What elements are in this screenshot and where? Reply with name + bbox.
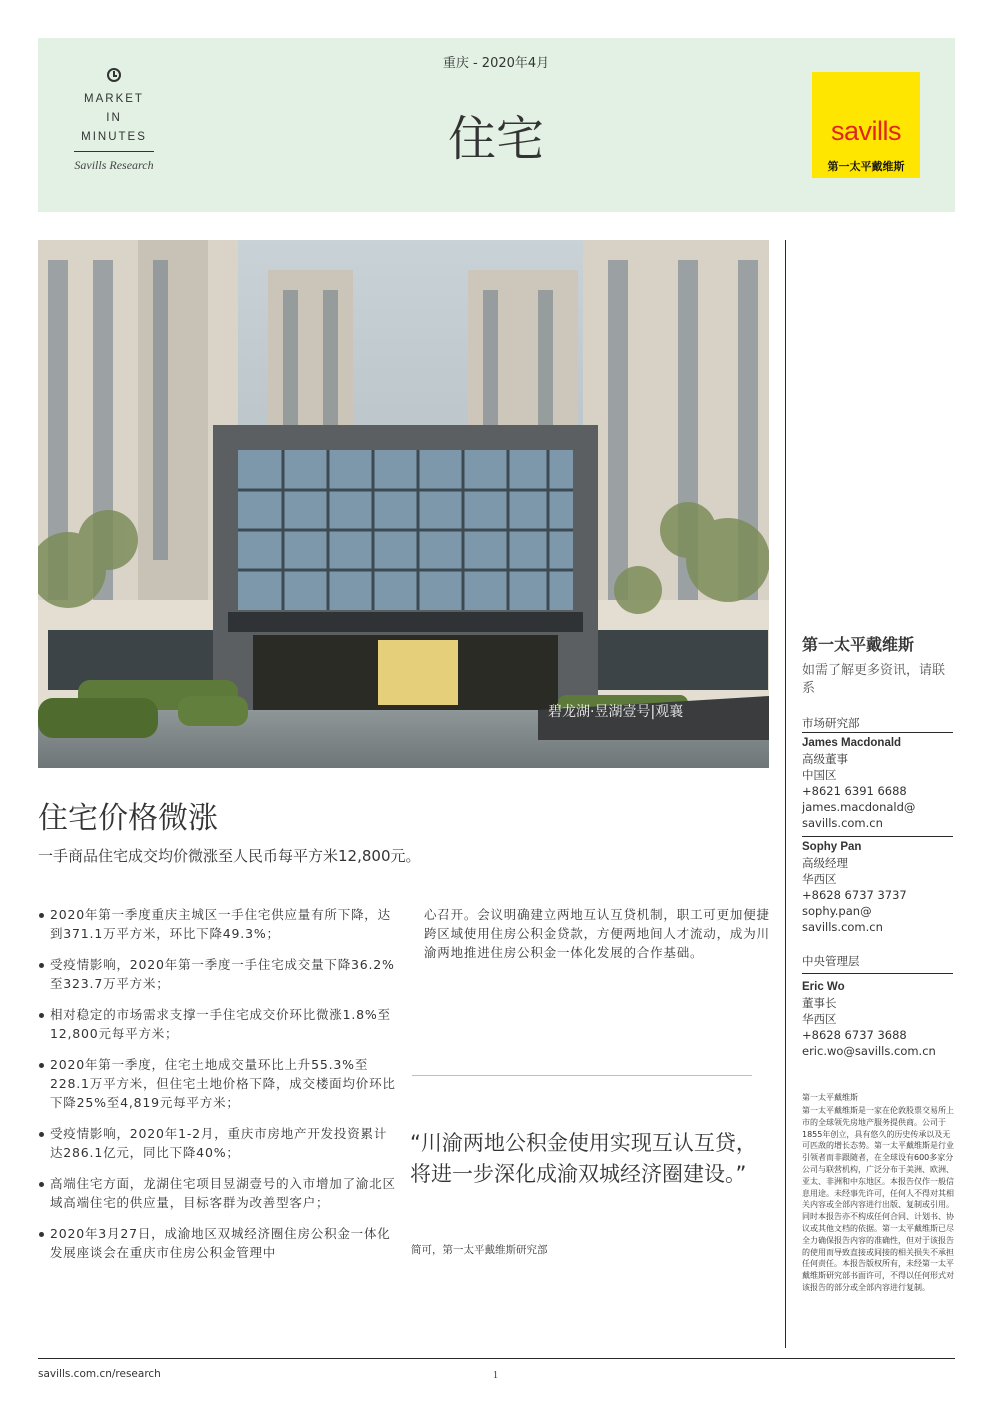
headline: 住宅价格微涨: [38, 801, 218, 836]
disclaimer-title: 第一太平戴维斯: [802, 1093, 858, 1102]
city-date: 重庆 - 2020年4月: [442, 56, 550, 71]
logo-wordmark: savills: [830, 116, 901, 146]
list-item: 2020年第一季度重庆主城区一手住宅供应量有所下降，达到371.1万平方米，环比下降49.3%；: [38, 905, 396, 943]
building-illustration: [38, 240, 769, 768]
sidebar-rule: [802, 732, 953, 733]
contact-phone: +8628 6737 3688: [802, 1028, 907, 1042]
brand-line-3: MINUTES: [81, 131, 147, 143]
contact-region: 华西区: [802, 1012, 837, 1026]
lede: 一手商品住宅成交均价微涨至人民币每平方米12,800元。: [38, 847, 421, 865]
list-item: 受疫情影响，2020年1-2月，重庆市房地产开发投资累计达286.1亿元，同比下降40%；: [38, 1124, 396, 1162]
brand-line-2: IN: [106, 112, 122, 124]
section-management: 中央管理层: [802, 954, 860, 968]
pull-quote: “川渝两地公积金使用实现互认互贷，将进一步深化成渝双城经济圈建设。”: [410, 1131, 757, 1186]
key-points-list: [38, 905, 396, 1274]
contact-email-domain[interactable]: savills.com.cn: [802, 816, 883, 830]
contact-name: Sophy Pan: [802, 841, 862, 853]
continued-paragraph: 心召开。会议明确建立两地互认互贷机制，职工可更加便捷跨区域使用住房公积金贷款，方便两地间人才流动，成为川渝两地推进住房公积金一体化发展的合作基础。: [424, 907, 770, 960]
savills-logo: [812, 72, 920, 178]
list-item: 2020年第一季度，住宅土地成交量环比上升55.3%至228.1万平方米，但住宅土地价格下降，成交楼面均价环比下降25%至4,819元每平方米；: [38, 1055, 396, 1112]
contact-region: 中国区: [802, 768, 837, 782]
contact-card: [802, 839, 952, 935]
page-title: 住宅: [447, 111, 544, 167]
contact-email-link[interactable]: eric.wo@savills.com.cn: [802, 1044, 936, 1058]
contact-card: [802, 979, 952, 1059]
contact-phone: +8621 6391 6688: [802, 784, 907, 798]
contact-name: Eric Wo: [802, 981, 845, 993]
section-research: 市场研究部: [802, 716, 860, 730]
brand-subtitle: Savills Research: [74, 158, 154, 172]
footer-rule: [38, 1358, 955, 1359]
brand-line-1: MARKET: [84, 93, 144, 105]
column-divider: [785, 240, 786, 1348]
contact-role: 高级董事: [802, 752, 848, 766]
hero-sign-text: 碧龙湖·昱湖壹号|观襄: [548, 704, 684, 720]
contact-card: [802, 735, 952, 831]
list-item: 高端住宅方面，龙湖住宅项目昱湖壹号的入市增加了渝北区域高端住宅的供应量，目标客群为改善型客户；: [38, 1174, 396, 1212]
hero-photo: [38, 240, 769, 768]
contact-email-domain[interactable]: savills.com.cn: [802, 920, 883, 934]
sidebar-title: 第一太平戴维斯: [802, 635, 915, 654]
footer-link[interactable]: savills.com.cn/research: [38, 1368, 161, 1380]
contact-region: 华西区: [802, 872, 837, 886]
contact-phone: +8628 6737 3737: [802, 888, 907, 902]
sidebar-rule: [802, 973, 953, 974]
sidebar-rule: [802, 836, 953, 837]
contact-name: James Macdonald: [802, 737, 902, 749]
contact-email-link[interactable]: sophy.pan@: [802, 904, 872, 918]
quote-source: 简可，第一太平戴维斯研究部: [411, 1244, 548, 1256]
contact-email-link[interactable]: james.macdonald@: [802, 800, 916, 814]
sidebar-subtitle: 如需了解更多资讯，请联系: [802, 663, 946, 696]
disclaimer-text: 第一太平戴维斯是一家在伦敦股票交易所上市的全球领先房地产服务提供商。公司于1855年创立，具有悠久的历史传承以及无可匹敌的增长态势。第一太平戴维斯是行业引领者而非跟随者，在全球设有600多家分公司与联营机构，广泛分布于美洲、欧洲、亚太、非洲和中东地区。本报告仅作一般信息用途。未经事先许可，任何人不得对其相关内容或全部内容进行出版、复制或引用。同时本报告亦不构成任何合同、计划书、协议或其他文档的依据。第一太平戴维斯已尽全力确保报告内容的准确性，但对于该报告的使用而导致直接或间接的相关损失不承担任何责任。本报告版权所有，未经第一太平戴维斯研究部书面许可，不得以任何形式对该报告的部分或全部内容进行复制。: [802, 1106, 954, 1292]
list-item: 相对稳定的市场需求支撑一手住宅成交价环比微涨1.8%至12,800元每平方米；: [38, 1005, 396, 1043]
logo-chinese: 第一太平戴维斯: [827, 160, 905, 173]
contact-role: 董事长: [802, 996, 837, 1010]
contact-role: 高级经理: [802, 856, 848, 870]
quote-divider: [412, 1075, 752, 1076]
list-item: 受疫情影响，2020年第一季度一手住宅成交量下降36.2%至323.7万平方米；: [38, 955, 396, 993]
list-item: 2020年3月27日，成渝地区双城经济圈住房公积金一体化发展座谈会在重庆市住房公积金管理中: [38, 1224, 396, 1262]
page-number: 1: [493, 1370, 498, 1381]
